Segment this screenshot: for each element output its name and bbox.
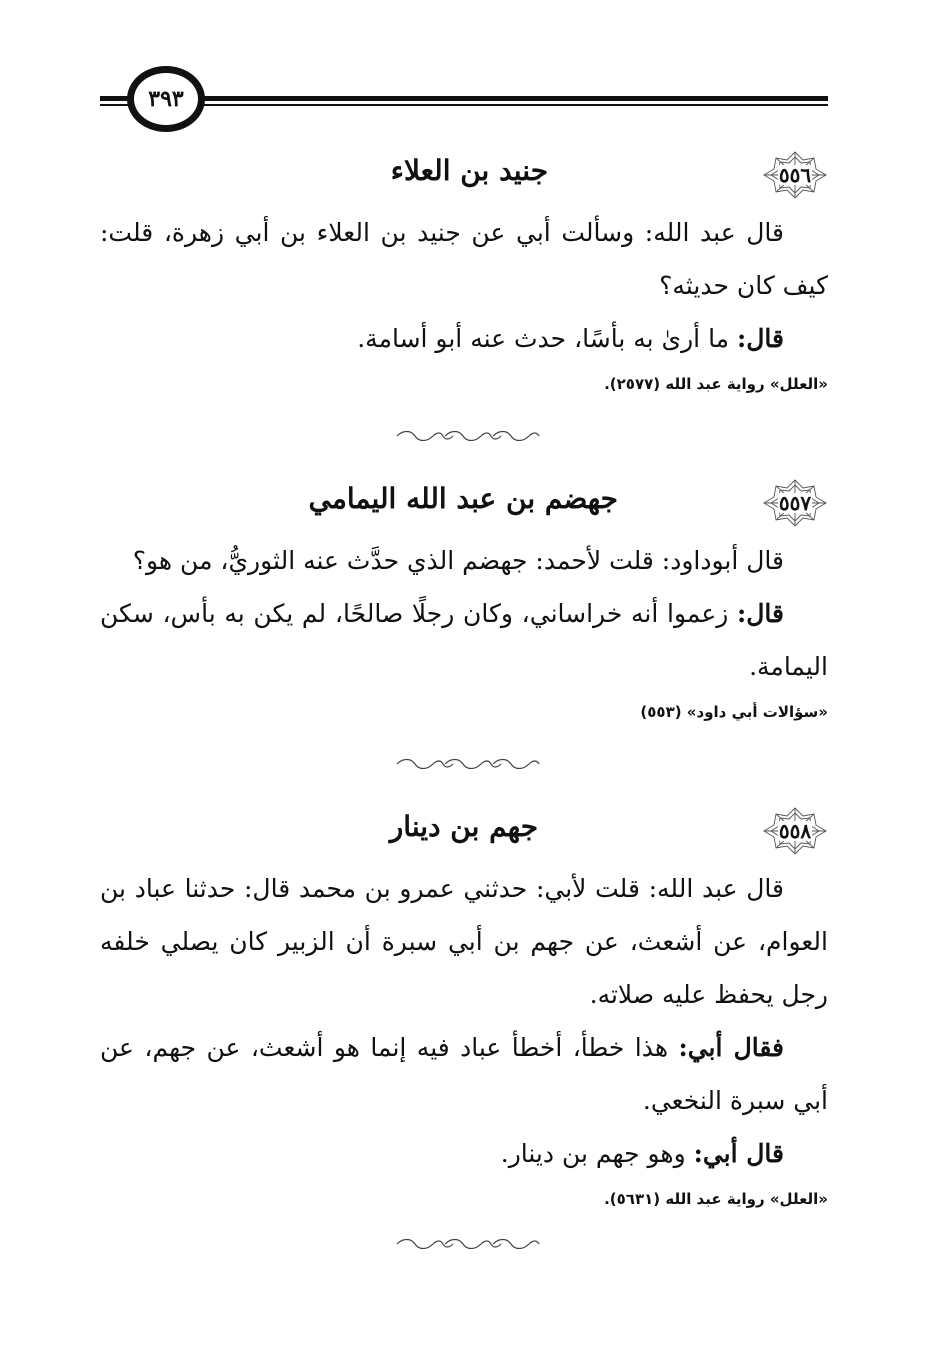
entry-number-badge [762,478,828,528]
entry-number: ٥٥٨ [778,819,812,843]
entry-title: جهم بن دينار [389,810,538,843]
header-rule-thick [100,96,828,101]
entry-number-badge [762,806,828,856]
source-citation: «سؤالات أبي داود» (٥٥٣) [640,703,828,721]
section-divider [0,428,936,444]
entry-title: جهضم بن عبد الله اليمامي [308,482,618,515]
page-number: ٣٩٣ [127,66,205,132]
entry-paragraph: قال: زعموا أنه خراساني، وكان رجلًا صالحًا، لم يكن به بأس، سكن اليمامة. [100,599,828,681]
divider-ornament-icon [393,1236,543,1252]
header-rule-thin [100,104,828,106]
entry-title: جنيد بن العلاء [390,154,548,187]
entry-number: ٥٥٦ [778,163,812,187]
entry-paragraph: فقال أبي: هذا خطأ، أخطأ عباد فيه إنما هو أشعث، عن جهم، عن أبي سبرة النخعي. [100,1033,828,1115]
entry-number-badge [762,150,828,200]
entry-558 [100,806,828,1208]
source-citation: «العلل» رواية عبد الله (٥٦٣١). [604,1190,828,1208]
entry-paragraph: قال أبوداود: قلت لأحمد: جهضم الذي حدَّث عنه الثوريُّ، من هو؟ [132,546,784,575]
section-divider [0,756,936,772]
entry-paragraph: قال أبي: وهو جهم بن دينار. [500,1139,784,1168]
entry-number: ٥٥٧ [778,491,812,515]
entry-557 [100,478,828,721]
divider-ornament-icon [393,756,543,772]
entry-556 [100,150,828,393]
source-citation: «العلل» رواية عبد الله (٢٥٧٧). [604,375,828,393]
entry-paragraph: قال عبد الله: وسألت أبي عن جنيد بن العلاء بن أبي زهرة، قلت: كيف كان حديثه؟ [100,218,828,300]
section-divider [0,1236,936,1252]
divider-ornament-icon [393,428,543,444]
entry-paragraph: قال: ما أرىٰ به بأسًا، حدث عنه أبو أسامة. [357,324,784,353]
entry-paragraph: قال عبد الله: قلت لأبي: حدثني عمرو بن محمد قال: حدثنا عباد بن العوام، عن أشعث، عن جهم بن أبي سبرة أن الزبير كان يصلي خلفه رجل يحفظ عليه صلاته. [100,874,828,1009]
